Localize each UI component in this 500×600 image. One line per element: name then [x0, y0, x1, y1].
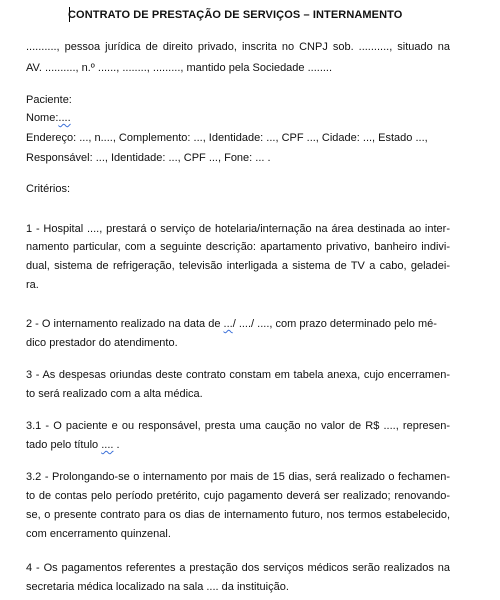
patient-name-line — [26, 111, 71, 125]
clause3-1-line-2 — [26, 438, 120, 452]
clause1-line-3: dual, sistema de refrigeração, televisão interligada a sistema de TV a cabo, geladei- — [26, 260, 450, 272]
clause1-line-1: 1 - Hospital ...., prestará o serviço de hotelaria/internação na área destinada ao inter- — [26, 223, 450, 235]
clause4-line-1: 4 - Os pagamentos referentes a prestação dos serviços médicos serão realizados na — [26, 562, 450, 574]
intro-line-1: .........., pessoa jurídica de direito privado, inscrita no CNPJ sob. .........., situado na — [26, 41, 450, 53]
clause3-2-line-3: se, o presente contrato para os dias de internamento futuro, nos termos estabelecido, — [26, 509, 450, 521]
clause2-line-2: dico prestador do atendimento. — [26, 337, 178, 349]
clause3-1-line-1: 3.1 - O paciente e ou responsável, presta uma caução no valor de R$ ...., represen- — [26, 420, 450, 432]
intro-line-2: AV. .........., n.º ......, ........, ........., mantido pela Sociedade ........ — [26, 62, 333, 74]
clause4-line-2: secretaria médica localizado na sala .... da instituição. — [26, 581, 289, 593]
patient-responsible-line: Responsável: ..., Identidade: ..., CPF ..., Fone: ... . — [26, 152, 271, 164]
clause3-2-line-4: com encerramento quinzenal. — [26, 528, 171, 540]
clause1-line-4: ra. — [26, 279, 39, 291]
patient-name-value: .... — [58, 112, 71, 124]
patient-address-line: Endereço: ..., n...., Complemento: ..., Identidade: ..., CPF ..., Cidade: ..., Estado ..., — [26, 132, 428, 144]
patient-heading: Paciente: — [26, 94, 72, 106]
patient-name-label: Nome: — [26, 112, 59, 124]
clause3-2-line-1: 3.2 - Prolongando-se o internamento por mais de 15 dias, será realizado o fechamen- — [26, 471, 450, 483]
clause3-1-text-a: tado pelo título — [26, 439, 99, 451]
clause3-1-text-b: . — [116, 439, 120, 451]
criteria-heading: Critérios: — [26, 183, 71, 195]
clause2-line-1 — [26, 317, 437, 331]
clause3-1-title-value: .... — [101, 439, 114, 451]
clause2-text-b: / ..../ ...., com prazo determinado pelo mé- — [232, 318, 437, 330]
clause2-text-a: 2 - O internamento realizado na data de — [26, 318, 221, 330]
document-title: CONTRATO DE PRESTAÇÃO DE SERVIÇOS – INTERNAMENTO — [68, 9, 403, 21]
clause2-day-value: ... — [223, 318, 233, 330]
clause1-line-2: namento particular, com a seguinte descrição: apartamento privativo, banheiro indivi- — [26, 241, 450, 253]
clause3-line-1: 3 - As despesas oriundas deste contrato constam em tabela anexa, cujo encerramen- — [26, 369, 450, 381]
clause3-2-line-2: to de contas pelo período pretérito, cujo pagamento deverá ser realizado; renovando- — [26, 490, 450, 502]
clause3-line-2: to será realizado com a alta médica. — [26, 388, 203, 400]
